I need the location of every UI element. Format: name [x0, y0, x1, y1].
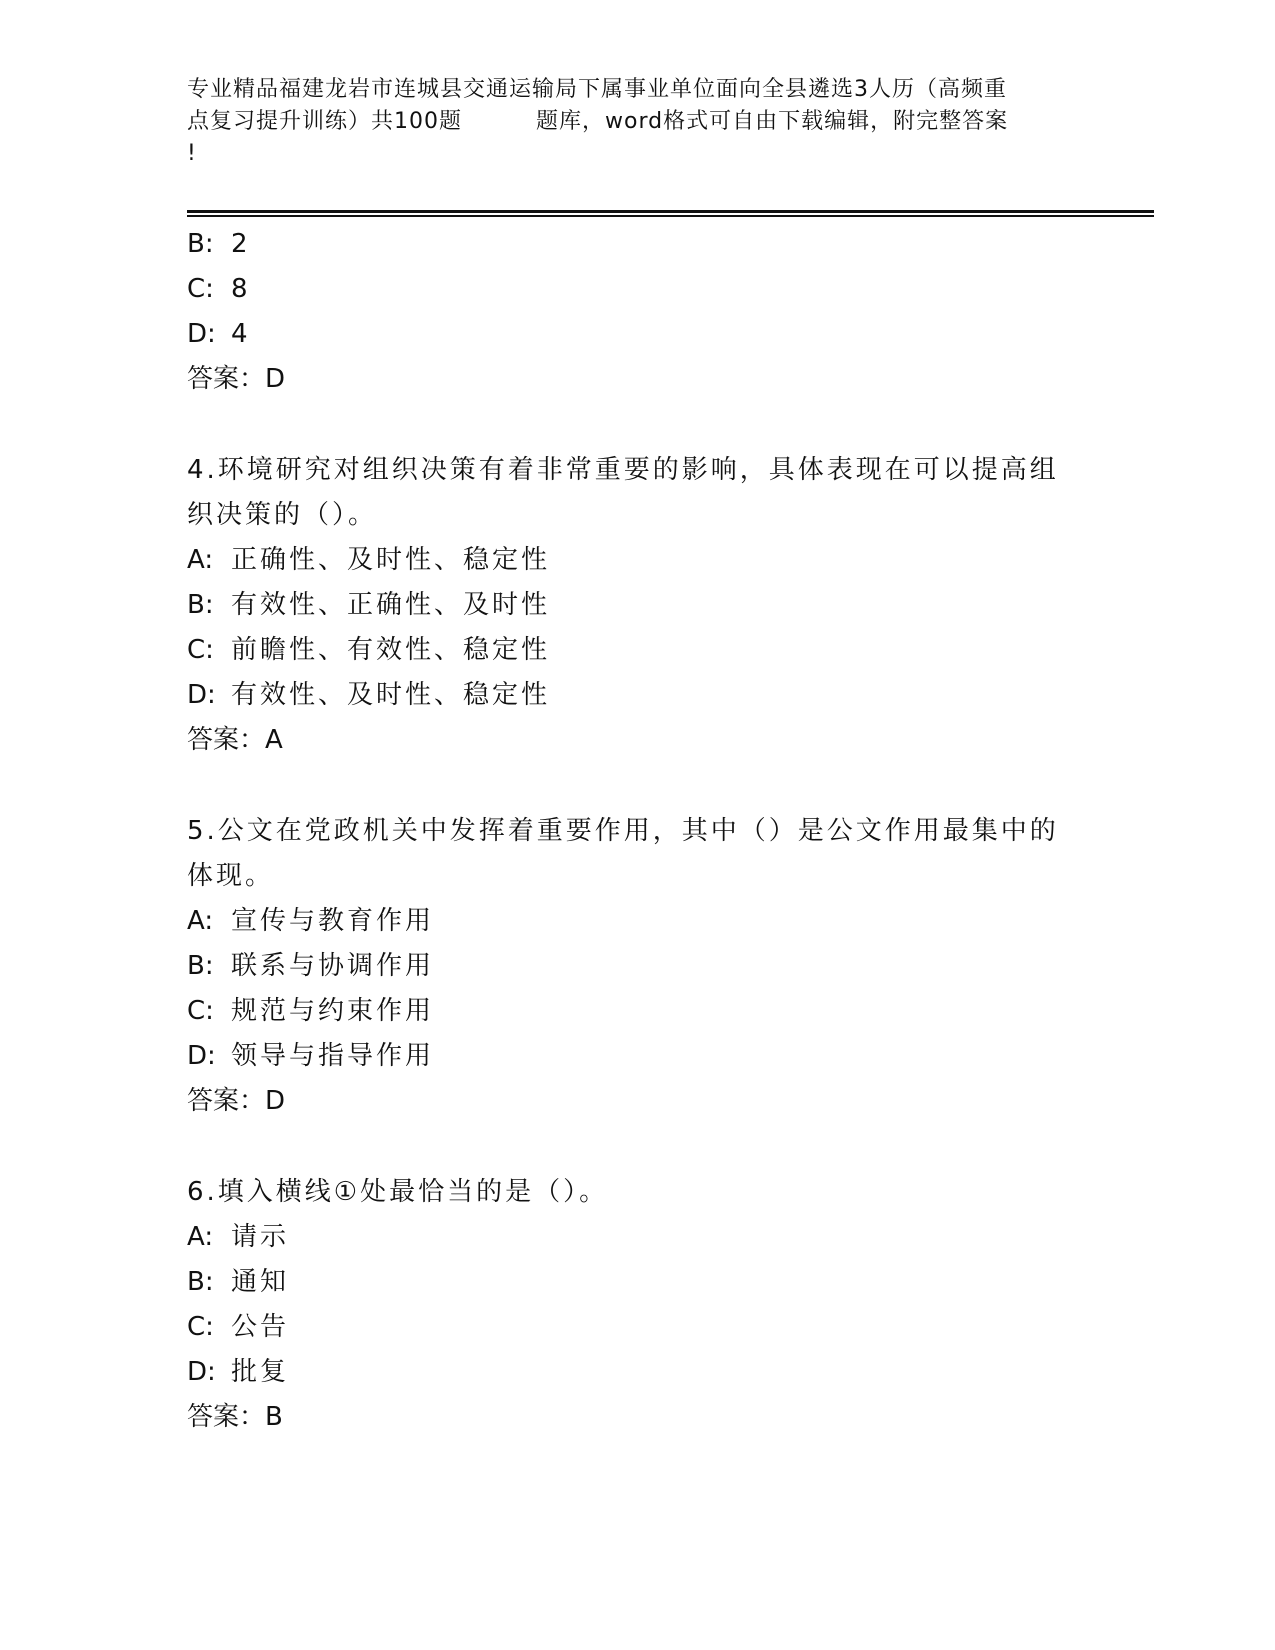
option-text: 领导与指导作用 — [231, 1041, 435, 1071]
question-stem — [187, 1170, 1087, 1215]
option-text: 有效性、及时性、稳定性 — [231, 680, 551, 710]
option-row — [187, 989, 1087, 1034]
option-row — [187, 222, 1087, 267]
option-row — [187, 312, 1087, 357]
option-text: 规范与约束作用 — [231, 996, 435, 1026]
option-key: A: — [187, 906, 214, 936]
answer-value: D — [265, 1086, 289, 1116]
option-key: B: — [187, 229, 214, 259]
option-key: B: — [187, 951, 214, 981]
option-text: 有效性、正确性、及时性 — [231, 590, 551, 620]
question-line: 体现。 — [187, 861, 275, 891]
option-text: 联系与协调作用 — [231, 951, 435, 981]
option-key: D: — [187, 1041, 216, 1071]
question-block — [187, 809, 1087, 1124]
option-key: A: — [187, 1222, 214, 1252]
answer-label: 答案： — [187, 1402, 266, 1432]
header-line-1: 专业精品福建龙岩市连城县交通运输局下属事业单位面向全县遴选3人历（高频重 — [187, 77, 1007, 102]
option-text: 正确性、及时性、稳定性 — [231, 545, 551, 575]
question-stem — [187, 448, 1087, 538]
option-key: D: — [187, 1357, 216, 1387]
question-line: 4.环境研究对组织决策有着非常重要的影响，具体表现在可以提高组 — [187, 455, 1059, 485]
option-row — [187, 538, 1087, 583]
answer-row — [187, 1079, 1087, 1124]
answer-label: 答案： — [187, 725, 266, 755]
option-row — [187, 899, 1087, 944]
answer-value: B — [265, 1402, 286, 1432]
option-key: D: — [187, 680, 216, 710]
option-text: 通知 — [231, 1267, 290, 1297]
option-key: C: — [187, 1312, 214, 1342]
question-block — [187, 448, 1087, 763]
option-text: 公告 — [231, 1312, 290, 1342]
answer-row — [187, 1395, 1087, 1440]
answer-value: D — [265, 364, 289, 394]
option-row — [187, 583, 1087, 628]
question-content — [187, 222, 1087, 1440]
option-row — [187, 1260, 1087, 1305]
option-text: 2 — [231, 229, 251, 259]
answer-row — [187, 718, 1087, 763]
option-key: B: — [187, 1267, 214, 1297]
option-row — [187, 944, 1087, 989]
option-key: C: — [187, 996, 214, 1026]
option-key: A: — [187, 545, 214, 575]
option-row — [187, 673, 1087, 718]
option-key: C: — [187, 274, 214, 304]
header-line-2a: 点复习提升训练）共100题 — [187, 109, 462, 134]
question-line: 织决策的（）。 — [187, 500, 378, 530]
option-text: 4 — [231, 319, 251, 349]
header-line-2 — [187, 106, 1087, 138]
option-row — [187, 1350, 1087, 1395]
carryover-block — [187, 222, 1087, 402]
answer-label: 答案： — [187, 364, 266, 394]
question-line: 5.公文在党政机关中发挥着重要作用，其中（）是公文作用最集中的 — [187, 816, 1059, 846]
option-row — [187, 1034, 1087, 1079]
document-header — [187, 74, 1087, 170]
option-text: 8 — [231, 274, 251, 304]
answer-row — [187, 357, 1087, 402]
question-line: 6.填入横线①处最恰当的是（）。 — [187, 1177, 609, 1207]
option-row — [187, 1305, 1087, 1350]
option-key: C: — [187, 635, 214, 665]
header-divider — [187, 210, 1154, 217]
option-row — [187, 628, 1087, 673]
question-stem — [187, 809, 1087, 899]
option-text: 前瞻性、有效性、稳定性 — [231, 635, 551, 665]
answer-value: A — [265, 725, 286, 755]
option-key: D: — [187, 319, 216, 349]
answer-label: 答案： — [187, 1086, 266, 1116]
question-block — [187, 1170, 1087, 1440]
option-row — [187, 1215, 1087, 1260]
option-row — [187, 267, 1087, 312]
header-line-2b: 题库，word格式可自由下载编辑，附完整答案 — [536, 109, 1009, 134]
option-text: 宣传与教育作用 — [231, 906, 435, 936]
option-key: B: — [187, 590, 214, 620]
option-text: 请示 — [231, 1222, 290, 1252]
option-text: 批复 — [231, 1357, 290, 1387]
header-line-3: ! — [187, 141, 197, 166]
